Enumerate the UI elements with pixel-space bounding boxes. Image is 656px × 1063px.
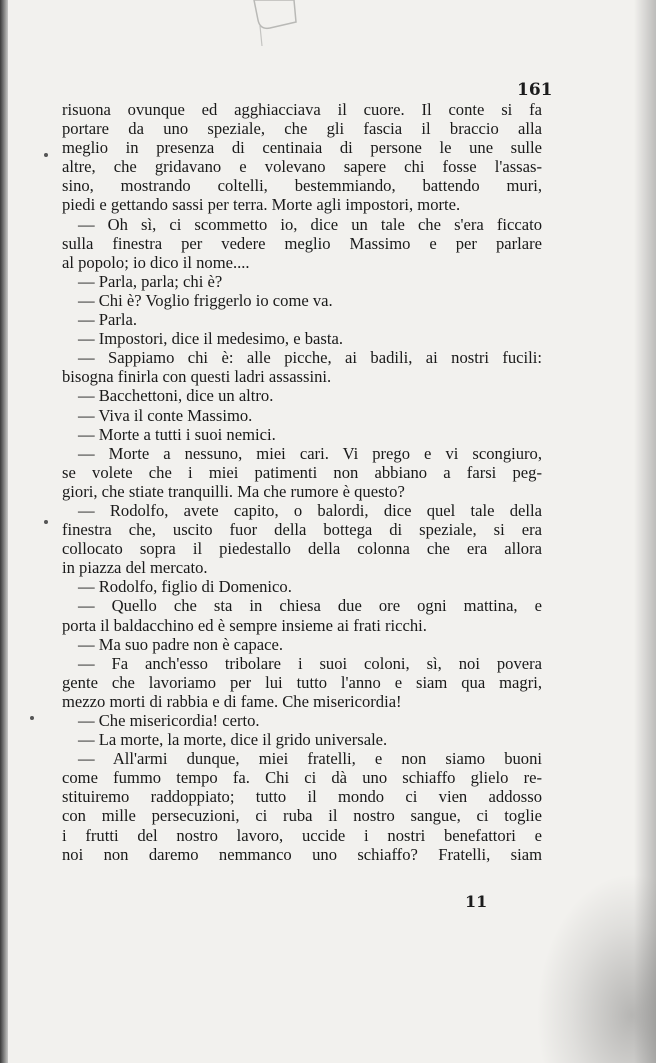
text-line: gente che lavoriamo per lui tutto l'anno e siam qua magri, xyxy=(62,672,542,692)
text-line: — Ma suo padre non è capace. xyxy=(78,634,284,654)
text-line: — Impostori, dice il medesimo, e basta. xyxy=(78,329,343,349)
text-line: — Morte a tutti i suoi nemici. xyxy=(78,424,276,444)
text-line: — Rodolfo, avete capito, o balordi, dice quel tale della xyxy=(78,500,542,520)
text-line: altre, che gridavano e volevano sapere chi fosse l'assas- xyxy=(62,157,542,177)
paper-speck xyxy=(30,716,34,720)
page-number: 161 xyxy=(517,80,553,100)
body-text xyxy=(62,100,542,864)
text-line: — La morte, la morte, dice il grido universale. xyxy=(78,730,388,750)
text-line: — Fa anch'esso tribolare i suoi coloni, sì, noi povera xyxy=(78,653,542,673)
text-line: — Rodolfo, figlio di Domenico. xyxy=(78,577,292,597)
text-line: risuona ovunque ed agghiacciava il cuore. Il conte si fa xyxy=(62,100,542,119)
text-line: — Parla. xyxy=(78,310,137,330)
paper-speck xyxy=(44,520,48,524)
text-line: noi non daremo nemmanco uno schiaffo? Fratelli, siam xyxy=(62,844,542,864)
text-line: stituiremo raddoppiato; tutto il mondo ci vien addosso xyxy=(62,787,542,807)
text-line: al popolo; io dico il nome.... xyxy=(62,252,250,272)
text-line: meglio in presenza di centinaia di persone le une sulle xyxy=(62,138,542,158)
text-line: i frutti del nostro lavoro, uccide i nostri benefattori e xyxy=(62,825,542,845)
text-line: — Morte a nessuno, miei cari. Vi prego e vi scongiuro, xyxy=(78,443,542,463)
text-line: — Chi è? Voglio friggerlo io come va. xyxy=(78,290,333,310)
text-line: finestra che, uscito fuor della bottega di speziale, si era xyxy=(62,520,542,540)
text-line: porta il baldacchino ed è sempre insieme ai frati ricchi. xyxy=(62,615,427,635)
text-line: giori, che stiate tranquilli. Ma che rumore è questo? xyxy=(62,481,405,501)
text-line: — All'armi dunque, miei fratelli, e non siamo buoni xyxy=(78,749,542,769)
text-line: — Oh sì, ci scommetto io, dice un tale che s'era ficcato xyxy=(78,214,542,234)
text-line: come fummo tempo fa. Chi ci dà uno schiaffo glielo re- xyxy=(62,768,542,788)
text-line: piedi e gettando sassi per terra. Morte agli impostori, morte. xyxy=(62,195,461,215)
text-line: sino, mostrando coltelli, bestemmiando, battendo muri, xyxy=(62,176,542,196)
text-line: — Quello che sta in chiesa due ore ogni mattina, e xyxy=(78,596,542,616)
signature-mark: 11 xyxy=(465,892,488,911)
text-line: in piazza del mercato. xyxy=(62,558,208,578)
text-line: sulla finestra per vedere meglio Massimo e per parlare xyxy=(62,233,542,253)
binding-mark-icon xyxy=(250,0,300,48)
text-line: — Sappiamo chi è: alle picche, ai badili, ai nostri fucili: xyxy=(78,348,542,368)
text-line: bisogna finirla con questi ladri assassini. xyxy=(62,367,332,387)
text-line: — Viva il conte Massimo. xyxy=(78,405,253,425)
text-line: mezzo morti di rabbia e di fame. Che misericordia! xyxy=(62,691,402,711)
paper-stain xyxy=(536,873,656,1063)
text-line: — Che misericordia! certo. xyxy=(78,711,260,730)
paper-speck xyxy=(44,153,48,157)
text-line: con mille persecuzioni, ci ruba il nostro sangue, ci toglie xyxy=(62,806,542,826)
text-line: portare da uno speziale, che gli fascia il braccio alla xyxy=(62,119,542,139)
page-gutter-shadow xyxy=(0,0,8,1063)
text-line: — Parla, parla; chi è? xyxy=(78,271,223,291)
text-line: collocato sopra il piedestallo della colonna che era allora xyxy=(62,539,542,559)
text-line: se volete che i miei patimenti non abbiano a farsi peg- xyxy=(62,462,542,482)
text-line: — Bacchettoni, dice un altro. xyxy=(78,386,274,406)
